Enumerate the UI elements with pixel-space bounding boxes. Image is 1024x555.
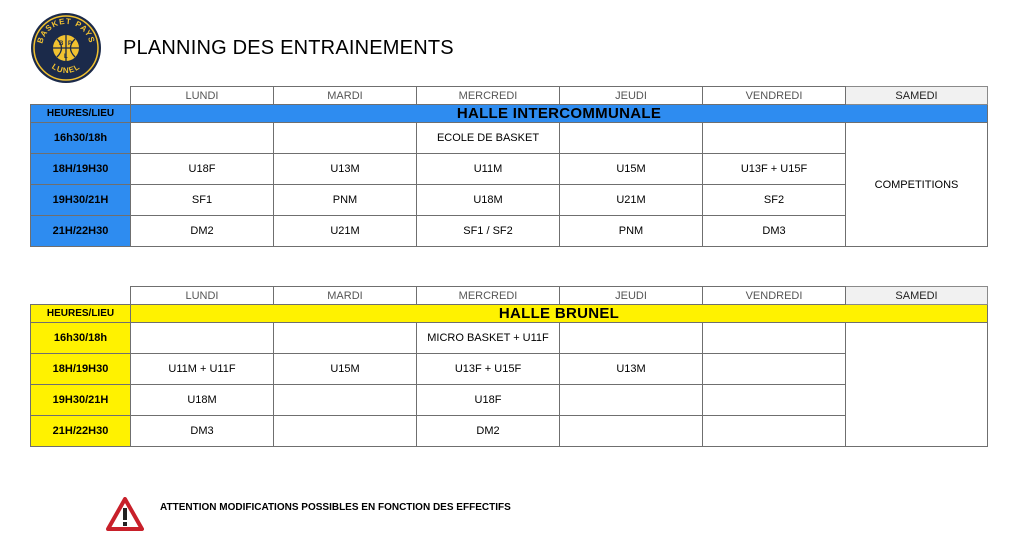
session-cell: U15M bbox=[274, 354, 417, 385]
session-cell: U18F bbox=[417, 385, 560, 416]
time-cell: 18H/19H30 bbox=[31, 154, 131, 185]
schedule-table-brunel bbox=[30, 286, 988, 447]
session-cell: SF1 / SF2 bbox=[417, 216, 560, 247]
day-header-saturday: SAMEDI bbox=[846, 87, 988, 105]
session-cell: U11M + U11F bbox=[131, 354, 274, 385]
session-cell bbox=[560, 416, 703, 447]
session-cell: MICRO BASKET + U11F bbox=[417, 323, 560, 354]
day-header-monday: LUNDI bbox=[131, 287, 274, 305]
session-cell bbox=[560, 385, 703, 416]
club-logo bbox=[30, 12, 102, 84]
session-cell: U13M bbox=[274, 154, 417, 185]
session-cell: U21M bbox=[274, 216, 417, 247]
corner-cell bbox=[31, 87, 131, 105]
time-cell: 19H30/21H bbox=[31, 185, 131, 216]
session-cell: U13M bbox=[560, 354, 703, 385]
session-cell bbox=[131, 323, 274, 354]
day-header-wednesday: MERCREDI bbox=[417, 87, 560, 105]
time-slot-row bbox=[31, 216, 988, 247]
session-cell bbox=[560, 323, 703, 354]
session-cell: ECOLE DE BASKET bbox=[417, 123, 560, 154]
corner-cell bbox=[31, 287, 131, 305]
time-cell: 16h30/18h bbox=[31, 123, 131, 154]
session-cell bbox=[703, 323, 846, 354]
svg-text:B: B bbox=[59, 41, 64, 47]
session-cell: U13F + U15F bbox=[417, 354, 560, 385]
session-cell bbox=[131, 123, 274, 154]
day-header-thursday: JEUDI bbox=[560, 287, 703, 305]
time-cell: 21H/22H30 bbox=[31, 216, 131, 247]
svg-text:LUNEL: LUNEL bbox=[50, 61, 82, 76]
session-cell: DM2 bbox=[417, 416, 560, 447]
day-header-wednesday: MERCREDI bbox=[417, 287, 560, 305]
session-cell: PNM bbox=[274, 185, 417, 216]
session-cell bbox=[274, 416, 417, 447]
time-slot-row bbox=[31, 385, 988, 416]
session-cell bbox=[703, 354, 846, 385]
day-header-row bbox=[31, 87, 988, 105]
day-header-monday: LUNDI bbox=[131, 87, 274, 105]
time-cell: 16h30/18h bbox=[31, 323, 131, 354]
notice-text: ATTENTION MODIFICATIONS POSSIBLES EN FONCTION DES EFFECTIFS bbox=[160, 502, 511, 513]
svg-text:P: P bbox=[68, 41, 73, 47]
session-cell bbox=[274, 323, 417, 354]
day-header-tuesday: MARDI bbox=[274, 287, 417, 305]
time-cell: 18H/19H30 bbox=[31, 354, 131, 385]
schedule-table-intercommunale bbox=[30, 86, 988, 247]
svg-text:L: L bbox=[64, 54, 68, 60]
session-cell: DM3 bbox=[703, 216, 846, 247]
time-cell: 21H/22H30 bbox=[31, 416, 131, 447]
session-cell: U15M bbox=[560, 154, 703, 185]
day-header-friday: VENDREDI bbox=[703, 287, 846, 305]
session-cell: DM2 bbox=[131, 216, 274, 247]
day-header-thursday: JEUDI bbox=[560, 87, 703, 105]
saturday-cell: COMPETITIONS bbox=[846, 123, 988, 247]
hours-label: HEURES/LIEU bbox=[31, 305, 131, 323]
saturday-cell bbox=[846, 323, 988, 447]
day-header-row bbox=[31, 287, 988, 305]
time-slot-row bbox=[31, 354, 988, 385]
session-cell bbox=[274, 385, 417, 416]
session-cell: U13F + U15F bbox=[703, 154, 846, 185]
time-slot-row bbox=[31, 185, 988, 216]
session-cell: DM3 bbox=[131, 416, 274, 447]
session-cell bbox=[274, 123, 417, 154]
session-cell: SF2 bbox=[703, 185, 846, 216]
time-cell: 19H30/21H bbox=[31, 385, 131, 416]
session-cell: SF1 bbox=[131, 185, 274, 216]
svg-text:BASKET PAYS: BASKET PAYS bbox=[35, 16, 97, 45]
session-cell: PNM bbox=[560, 216, 703, 247]
time-slot-row bbox=[31, 416, 988, 447]
venue-name: HALLE INTERCOMMUNALE bbox=[131, 105, 988, 123]
session-cell: U21M bbox=[560, 185, 703, 216]
session-cell bbox=[703, 385, 846, 416]
venue-row bbox=[31, 305, 988, 323]
warning-icon bbox=[106, 497, 144, 531]
session-cell: U11M bbox=[417, 154, 560, 185]
venue-row bbox=[31, 105, 988, 123]
session-cell bbox=[703, 123, 846, 154]
session-cell: U18M bbox=[417, 185, 560, 216]
session-cell: U18M bbox=[131, 385, 274, 416]
venue-name: HALLE BRUNEL bbox=[131, 305, 988, 323]
time-slot-row bbox=[31, 123, 988, 154]
day-header-friday: VENDREDI bbox=[703, 87, 846, 105]
session-cell bbox=[703, 416, 846, 447]
page-title: PLANNING DES ENTRAINEMENTS bbox=[123, 37, 454, 59]
session-cell: U18F bbox=[131, 154, 274, 185]
day-header-saturday: SAMEDI bbox=[846, 287, 988, 305]
session-cell bbox=[560, 123, 703, 154]
time-slot-row bbox=[31, 154, 988, 185]
day-header-tuesday: MARDI bbox=[274, 87, 417, 105]
time-slot-row bbox=[31, 323, 988, 354]
hours-label: HEURES/LIEU bbox=[31, 105, 131, 123]
